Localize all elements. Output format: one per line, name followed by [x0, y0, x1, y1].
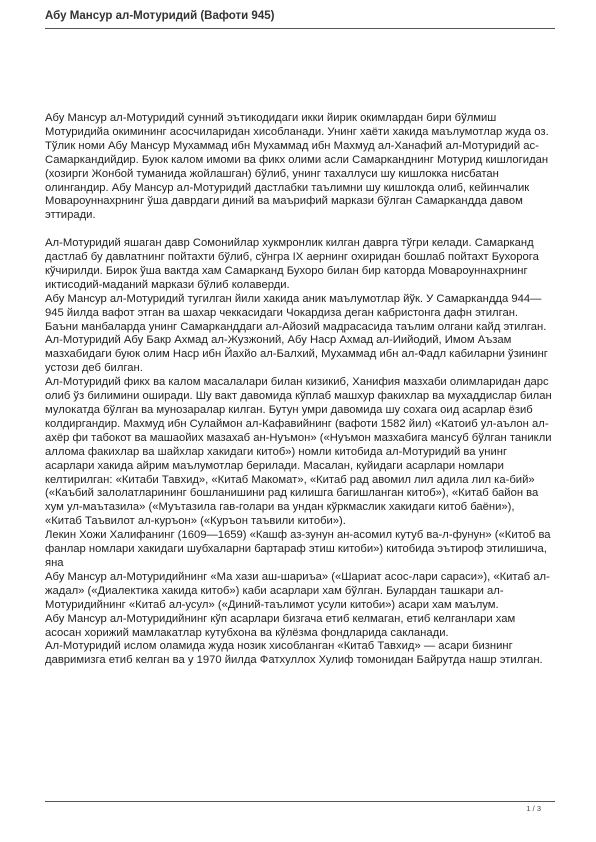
- header-divider: [45, 28, 555, 29]
- paragraph-teachers: Баъни манбаларда унинг Самарканддаги ал-Айозий мадрасасида таълим олгани кайд этилган. Ал-Мотуридий Абу Бакр Ахмад ал-Жузжоний, Абу Наср Ахмад ал-Иийодий, Имом Аъзам мазхабидаги буюк олим Наср ибн Йахйо ал-Балхий, Мухаммад ибн ал-Фадл кабиларни ўзининг устози деб билган.: [45, 320, 548, 375]
- page-number: 1 / 3: [526, 804, 541, 813]
- page-title: Абу Мансур ал-Мотуридий (Вафоти 945): [45, 10, 275, 22]
- paragraph-other-works: Абу Мансур ал-Мотуридийнинг «Ма хази аш-шариъа» («Шариат асос-лари сараси»), «Китаб ал-жадал» («Диалектика хакида китоб») каби асарлари хам бўлган. Булардан ташкари ал-Мотуридийнинг «Китаб ал-усул» («Диний-таълимот усули китоби») асари хам маълум.: [45, 570, 550, 611]
- paragraph-manuscripts: Абу Мансур ал-Мотуридийнинг кўп асарлари бизгача етиб келмаган, етиб келганлари хам асосан хорижий мамлакатлар кутубхона ва кўлёзма фондларида сакланади.: [45, 612, 516, 639]
- paragraph-haji-khalifa: Лекин Хожи Халифанинг (1609—1659) «Кашф аз-зунун ан-асомил кутуб ва-л-фунун» («Китоб ва фанлар номлари хакидаги шубхаларни бартараф этиш китоби») китобида эътироф этилишича, яна: [45, 529, 551, 569]
- paragraph-samanid-era: Ал-Мотуридий яшаган давр Сомонийлар хукмронлик килган даврга тўгри келади. Самарканд дастлаб бу давлатнинг пойтахти бўлиб, сўнгра IX аернинг охиридан бошлаб пойтахт Бухорога кўчирилди. Бирок ўша вактда хам Самарканд Бухоро билан бир каторда Мовароуннахрнинг иктисодий-маданий маркази бўлиб колаверди.: [45, 237, 539, 291]
- paragraph-works: Ал-Мотуридий фикх ва калом масалалари билан кизикиб, Ханифия мазхаби олимларидан дарс олиб ўз билимини оширади. Шу вакт давомида кўплаб машхур факихлар ва мухаддислар билан мулокатда бўлган ва мунозаралар килган. Бутун умри давомида шу сохага оид асарлар ёзиб колдиргандир. Махмуд ибн Сулаймон ал-Кафавийнинг (вафоти 1582 йил) «Катоиб ул-аълон ал-ахёр фи табокот ва машаойих мазахаб ан-Нуъмон» («Нуъмон мазхабига мансуб бўлган таникли аллома факихлар ва шайхлар хакидаги китоб») номли китобида ал-Мотуридий ва унинг асарлари хакида айрим маълумотлар берилади. Масалан, куйидаги асарлари номлари келтирилган: «Китаби Тавхид», «Китаб Макомат», «Китаб рад авомил лил адила лил ка-бий» («Каъбий залолатларининг бошланишини рад килишга багишланган китоб»), «Китаб байон ва хум ул-маътазила» («Муътазила гав-голари ва ундан кўркмаслик хакидаги китоб баёни»), «Китаб Таъвилот ал-куръон» («Куръон таъвили китоби»).: [45, 376, 552, 528]
- footer-divider: [45, 801, 555, 802]
- paragraph-intro: Абу Мансур ал-Мотуридий сунний эътикодидаги икки йирик окимлардан бири бўлмиш Мотуридийа окимининг асосчиларидан хисобланади. Унинг хаёти хакида маълумотлар жуда оз. Тўлик номи Абу Мансур Мухаммад ибн Мухаммад ибн Махмуд ал-Ханафий ал-Мотуридий ас-Самаркандийдир. Буюк калом имоми ва фикх олими асли Самарканднинг Мотурид кишлогидан (хозирги Жонбой туманида жойлашган) бўлиб, унинг тахаллуси шу кишлокка нисбатан олингандир. Абу Мансур ал-Мотуридий дастлабки таълимни шу кишлокда олиб, кейинчалик Мовароуннахрнинг ўша даврдаги диний ва маърифий маркази бўлган Самаркандда давом эттиради.: [45, 112, 549, 222]
- paragraph-kitab-tawhid: Ал-Мотуридий ислом оламида жуда нозик хисобланган «Китаб Тавхид» — асари бизнинг давримизга етиб келган ва у 1970 йилда Фатхуллох Хулиф томонидан Байрутда нашр этилган.: [45, 640, 543, 667]
- document-body: [45, 112, 553, 668]
- paragraph-death: Абу Мансур ал-Мотуридий тугилган йили хакида аник маълумотлар йўк. У Самаркандда 944—945 йилда вафот этган ва шахар чеккасидаги Чокардиза деган кабристонга дафн этилган.: [45, 292, 542, 319]
